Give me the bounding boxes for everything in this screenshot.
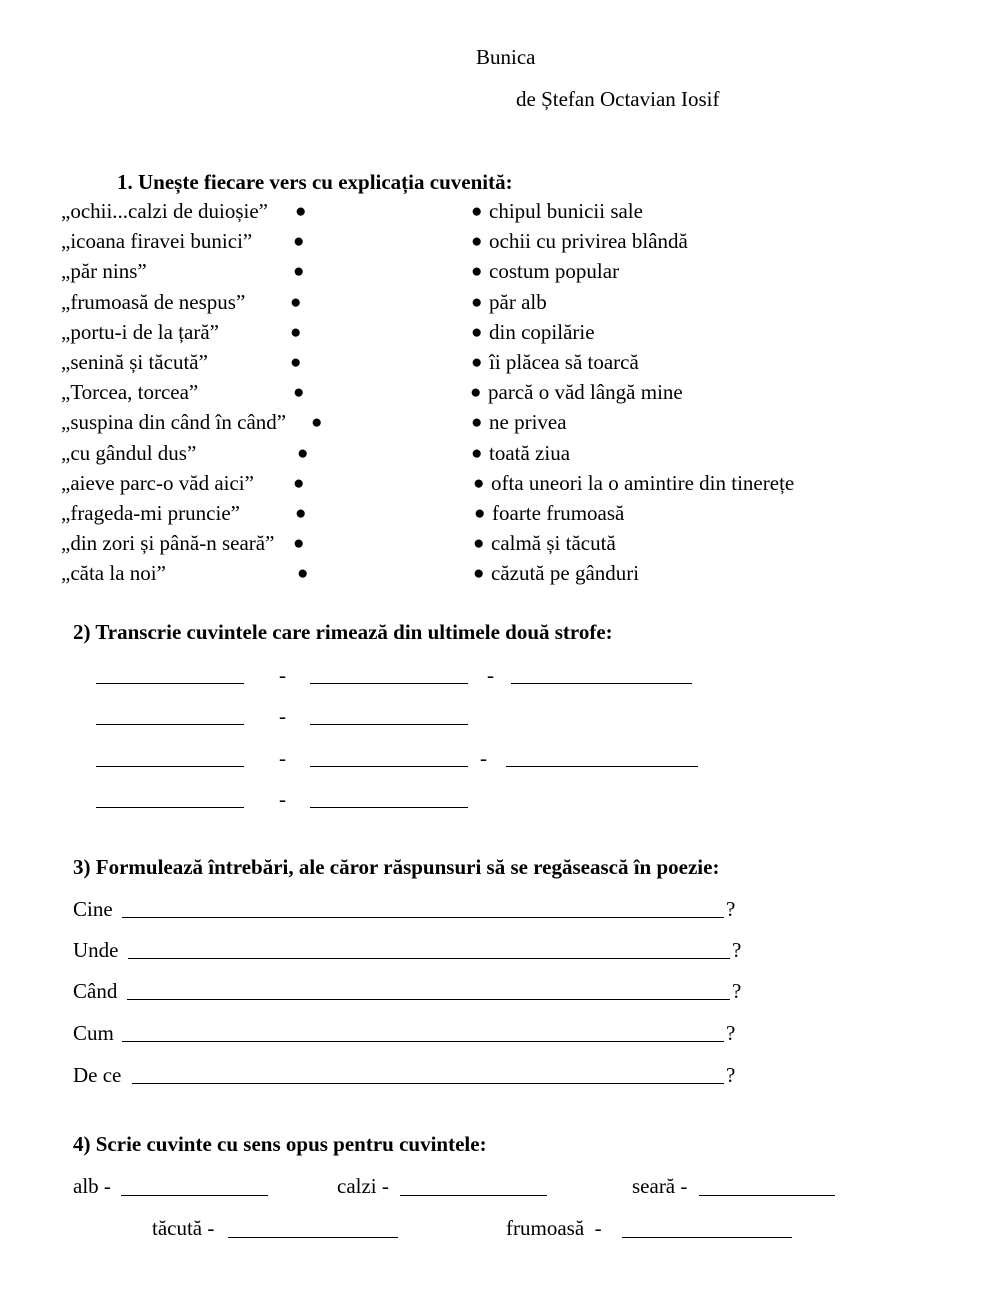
explanation-match-dot[interactable]: ● [474,503,486,524]
question-mark: ? [726,1021,736,1045]
antonym-word-alb: alb - [73,1174,111,1198]
explanation-match-dot[interactable]: ● [471,352,483,373]
explanation-match-dot[interactable]: ● [473,533,485,554]
verse-item: „Torcea, torcea” [61,380,199,404]
explanation-item: din copilărie [489,320,595,344]
explanation-item: ofta uneori la o amintire din tinerețe [491,471,795,495]
rhyme-separator: - [279,704,286,728]
verse-match-dot[interactable]: ● [311,412,323,433]
explanation-match-dot[interactable]: ● [471,201,483,222]
explanation-item: costum popular [489,259,620,283]
exercise-4-heading: 4) Scrie cuvinte cu sens opus pentru cuvintele: [73,1132,487,1156]
question-mark: ? [726,897,736,921]
verse-item: „icoana firavei bunici” [61,229,253,253]
rhyme-blank-4-2[interactable] [310,807,468,808]
rhyme-separator: - [480,746,487,770]
explanation-match-dot[interactable]: ● [471,261,483,282]
rhyme-blank-4-1[interactable] [96,807,244,808]
antonym-word-calzi: calzi - [337,1174,389,1198]
antonym-blank-alb[interactable] [121,1195,268,1196]
verse-item: „căta la noi” [61,561,166,585]
explanation-item: ochii cu privirea blândă [489,229,688,253]
question-blank-unde[interactable] [128,958,730,959]
verse-match-dot[interactable]: ● [297,443,309,464]
verse-match-dot[interactable]: ● [293,261,305,282]
explanation-item: toată ziua [489,441,571,465]
verse-item: „frageda-mi pruncie” [61,501,240,525]
explanation-match-dot[interactable]: ● [473,563,485,584]
explanation-item: foarte frumoasă [492,501,625,525]
explanation-match-dot[interactable]: ● [471,322,483,343]
explanation-item: calmă și tăcută [491,531,616,555]
explanation-item: păr alb [489,290,547,314]
question-prompt-cum: Cum [73,1021,114,1045]
rhyme-separator: - [279,746,286,770]
verse-item: „portu-i de la țară” [61,320,219,344]
rhyme-separator: - [487,663,494,687]
exercise-3-heading: 3) Formulează întrebări, ale căror răspunsuri să se regăsească în poezie: [73,855,720,879]
verse-item: „cu gândul dus” [61,441,197,465]
question-blank-cand[interactable] [127,999,730,1000]
question-blank-de-ce[interactable] [132,1083,724,1084]
rhyme-blank-1-2[interactable] [310,683,468,684]
question-mark: ? [726,1063,736,1087]
rhyme-separator: - [279,663,286,687]
question-prompt-cand: Când [73,979,118,1003]
rhyme-blank-3-3[interactable] [506,766,698,767]
exercise-1-heading: 1. Unește fiecare vers cu explicația cuvenită: [117,170,513,194]
verse-match-dot[interactable]: ● [290,292,302,313]
verse-item: „păr nins” [61,259,147,283]
verse-match-dot[interactable]: ● [295,201,307,222]
verse-item: „senină și tăcută” [61,350,208,374]
verse-match-dot[interactable]: ● [290,352,302,373]
verse-item: „suspina din când în când” [61,410,287,434]
rhyme-blank-2-2[interactable] [310,724,468,725]
rhyme-blank-3-2[interactable] [310,766,468,767]
verse-match-dot[interactable]: ● [297,563,309,584]
question-mark: ? [732,938,742,962]
explanation-item: îi plăcea să toarcă [489,350,639,374]
antonym-blank-tacuta[interactable] [228,1237,398,1238]
explanation-item: chipul bunicii sale [489,199,643,223]
verse-match-dot[interactable]: ● [293,382,305,403]
verse-match-dot[interactable]: ● [293,533,305,554]
exercise-2-heading: 2) Transcrie cuvintele care rimează din ultimele două strofe: [73,620,613,644]
poem-author: de Ștefan Octavian Iosif [516,87,720,111]
antonym-word-seara: seară - [632,1174,688,1198]
question-prompt-cine: Cine [73,897,113,921]
explanation-match-dot[interactable]: ● [471,231,483,252]
antonym-blank-frumoasa[interactable] [622,1237,792,1238]
rhyme-blank-1-3[interactable] [511,683,692,684]
explanation-match-dot[interactable]: ● [471,292,483,313]
verse-match-dot[interactable]: ● [295,503,307,524]
antonym-word-tacuta: tăcută - [152,1216,215,1240]
rhyme-blank-1-1[interactable] [96,683,244,684]
verse-match-dot[interactable]: ● [293,231,305,252]
antonym-blank-seara[interactable] [699,1195,835,1196]
antonym-blank-calzi[interactable] [400,1195,547,1196]
explanation-match-dot[interactable]: ● [470,382,482,403]
explanation-item: parcă o văd lângă mine [488,380,683,404]
question-blank-cum[interactable] [122,1041,724,1042]
rhyme-blank-3-1[interactable] [96,766,244,767]
question-mark: ? [732,979,742,1003]
explanation-item: ne privea [489,410,567,434]
poem-title: Bunica [476,45,536,69]
explanation-match-dot[interactable]: ● [473,473,485,494]
question-blank-cine[interactable] [122,917,724,918]
verse-item: „ochii...calzi de duioșie” [61,199,268,223]
antonym-word-frumoasa: frumoasă - [506,1216,602,1240]
rhyme-blank-2-1[interactable] [96,724,244,725]
explanation-match-dot[interactable]: ● [471,443,483,464]
verse-item: „din zori și până-n seară” [61,531,275,555]
explanation-match-dot[interactable]: ● [471,412,483,433]
question-prompt-de-ce: De ce [73,1063,122,1087]
verse-item: „aieve parc-o văd aici” [61,471,254,495]
verse-item: „frumoasă de nespus” [61,290,246,314]
verse-match-dot[interactable]: ● [290,322,302,343]
verse-match-dot[interactable]: ● [293,473,305,494]
question-prompt-unde: Unde [73,938,119,962]
rhyme-separator: - [279,787,286,811]
explanation-item: căzută pe gânduri [491,561,640,585]
